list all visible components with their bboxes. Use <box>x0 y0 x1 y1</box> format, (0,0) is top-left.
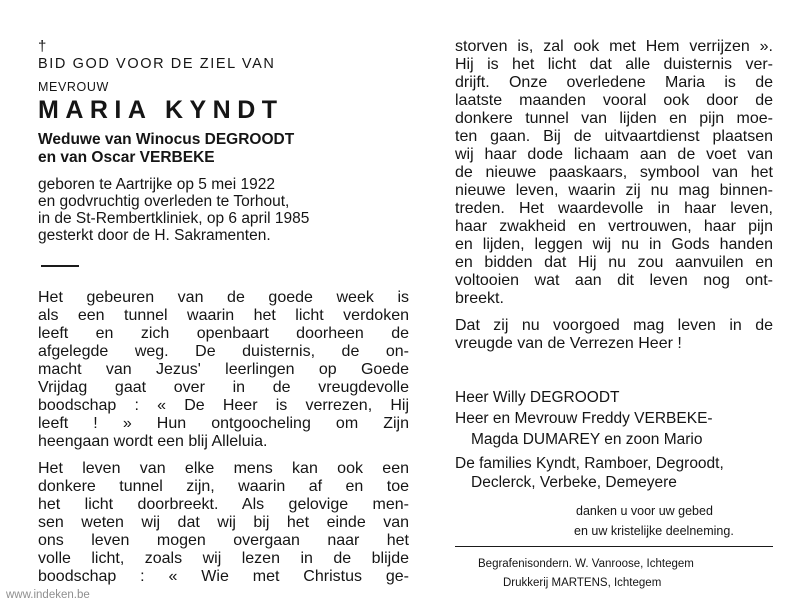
thanks-line: danken u voor uw gebed <box>576 504 713 518</box>
left-paragraph-1 <box>38 289 409 451</box>
text-line: leeft en zich openbaart doorheen de <box>38 325 409 342</box>
cross-symbol: † <box>38 38 47 55</box>
text-line: afgelegde weg. De duisternis, de on- <box>38 343 409 360</box>
text-line: ons leven mogen overgaan naar het <box>38 532 409 549</box>
text-line: als een tunnel waarin het licht verdoken <box>38 307 409 324</box>
widow-line-2: en van Oscar VERBEKE <box>38 149 215 166</box>
family-line: De families Kyndt, Ramboer, Degroodt, <box>455 455 724 472</box>
thanks-line: en uw kristelijke deelneming. <box>574 524 734 538</box>
text-line: Het gebeuren van de goede week is <box>38 289 409 306</box>
bio-block <box>38 176 309 244</box>
text-line: wij haar dode lichaam aan de voet van <box>455 146 773 163</box>
text-line: storven is, zal ook met Hem verrijzen ». <box>455 38 773 55</box>
bio-line: gesterkt door de H. Sakramenten. <box>38 227 271 244</box>
bio-line: in de St-Rembertkliniek, op 6 april 1985 <box>38 210 310 227</box>
text-line: donkere tunnel van lijden en pijn moe- <box>455 110 773 127</box>
title-mevrouw: MEVROUW <box>38 80 109 94</box>
text-line: vreugde van de Verrezen Heer ! <box>455 335 682 352</box>
footer-rule <box>455 546 773 547</box>
text-line: en lijden, leggen wij nu in Gods handen <box>455 236 773 253</box>
text-line: leeft ! » Hun ontgoocheling om Zijn <box>38 415 409 432</box>
text-line: Dat zij nu voorgoed mag leven in de <box>455 317 773 334</box>
text-line: ten gaan. Bij de uitvaartdienst plaatsen <box>455 128 773 145</box>
family-line: Heer Willy DEGROODT <box>455 389 620 406</box>
divider-rule <box>41 265 79 267</box>
deceased-name: MARIA KYNDT <box>38 96 284 124</box>
funeral-home: Begrafenisondern. W. Vanroose, Ichtegem <box>478 558 694 570</box>
family-line: Magda DUMAREY en zoon Mario <box>471 431 703 448</box>
text-line: volle licht, zoals wij lezen in de blijde <box>38 550 409 567</box>
bio-line: geboren te Aartrijke op 5 mei 1922 <box>38 176 275 193</box>
text-line: laatste maanden vooral ook door de <box>455 92 773 109</box>
text-line: Het leven van elke mens kan ook een <box>38 460 409 477</box>
text-line: voltooien wat aan dit leven nog ont- <box>455 272 773 289</box>
text-line: breekt. <box>455 290 504 307</box>
widow-line-1: Weduwe van Winocus DEGROODT <box>38 131 295 148</box>
text-line: donkere tunnel zijn, waarin af en toe <box>38 478 409 495</box>
watermark: www.indeken.be <box>6 589 90 601</box>
family-line: Heer en Mevrouw Freddy VERBEKE- <box>455 410 713 427</box>
right-paragraph-1 <box>455 38 773 308</box>
text-line: en bidden dat Hij nu zou aanvuilen en <box>455 254 773 271</box>
printer: Drukkerij MARTENS, Ichtegem <box>503 577 662 589</box>
text-line: heengaan wordt een blij Alleluia. <box>38 433 268 450</box>
text-line: boodschap : « De Heer is verrezen, Hij <box>38 397 409 414</box>
text-line: Vrijdag gaat over in de vreugdevolle <box>38 379 409 396</box>
right-paragraph-2 <box>455 317 773 353</box>
bio-line: en godvruchtig overleden te Torhout, <box>38 193 290 210</box>
text-line: haar zwakheid en vertrouwen, haar pijn <box>455 218 773 235</box>
text-line: sen weten wij dat wij bij het einde van <box>38 514 409 531</box>
text-line: de nieuwe paaskaars, symbool van het <box>455 164 773 181</box>
prayer-line: BID GOD VOOR DE ZIEL VAN <box>38 56 276 72</box>
text-line: Hij is het licht dat alle duisternis ver- <box>455 56 773 73</box>
family-line: Declerck, Verbeke, Demeyere <box>471 474 677 491</box>
text-line: drijft. Onze overledene Maria is de <box>455 74 773 91</box>
text-line: treden. Het waardevolle in haar leven, <box>455 200 773 217</box>
text-line: het licht doorbreekt. Als gelovige men- <box>38 496 409 513</box>
text-line: macht van Jezus' leerlingen op Goede <box>38 361 409 378</box>
text-line: nieuwe leven, waarin zij nu mag binnen- <box>455 182 773 199</box>
text-line: boodschap : « Wie met Christus ge- <box>38 568 409 585</box>
left-paragraph-2 <box>38 460 409 586</box>
